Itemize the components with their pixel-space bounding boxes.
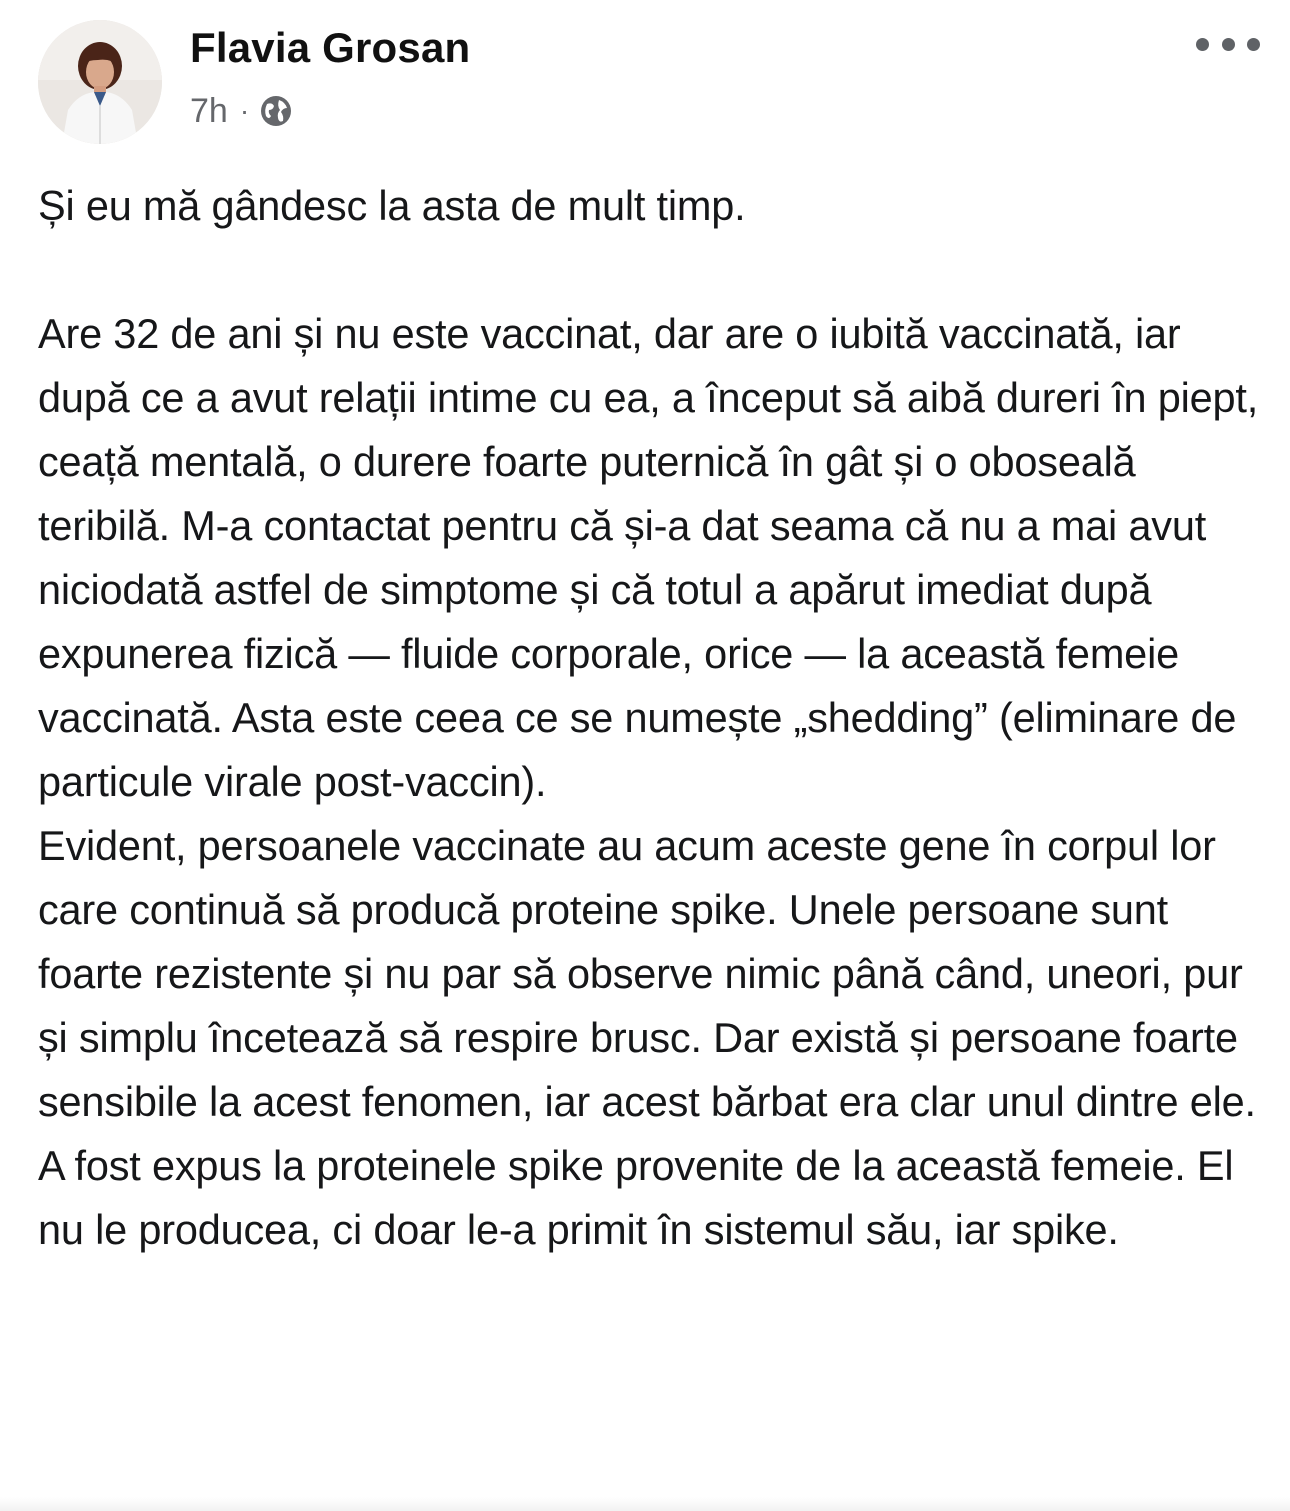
- more-dot: [1196, 38, 1209, 51]
- globe-icon[interactable]: [259, 94, 293, 128]
- more-dot: [1247, 38, 1260, 51]
- author-name[interactable]: Flavia Grosan: [190, 24, 471, 71]
- more-dot: [1222, 38, 1235, 51]
- post-timestamp[interactable]: 7h: [190, 91, 228, 130]
- post-bottom-edge: [0, 1497, 1290, 1511]
- post-text: [38, 174, 1262, 1262]
- post-meta: [190, 88, 293, 134]
- more-options-icon[interactable]: [1196, 26, 1260, 62]
- profile-photo: [38, 20, 162, 144]
- author-avatar[interactable]: [38, 20, 162, 144]
- post-paragraph: Are 32 de ani și nu este vaccinat, dar are o iubită vaccinată, iar după ce a avut relații intime cu ea, a început să aibă dureri în piept, ceață mentală, o durere foarte puternică în gât și o oboseală teribilă. M-a contactat pentru că și-a dat seama că nu a mai avut niciodată astfel de simptome și că totul a apărut imediat după expunerea fizică — fluide corporale, orice — la această femeie vaccinată. Asta este ceea ce se numește „shedding” (eliminare de particule virale post-vaccin).: [38, 310, 1259, 805]
- post-paragraph: Evident, persoanele vaccinate au acum aceste gene în corpul lor care continuă să producă proteine spike. Unele persoane sunt foarte rezistente și nu par să observe nimic până când, uneori, pur și simplu încetează să respire brusc. Dar există și persoane foarte sensibile la acest fenomen, iar acest bărbat era clar unul dintre ele. A fost expus la proteinele spike provenite de la această femeie. El nu le producea, ci doar le-a primit în sistemul său, iar spike.: [38, 822, 1256, 1253]
- meta-separator: ·: [239, 95, 250, 126]
- post-paragraph: Și eu mă gândesc la asta de mult timp.: [38, 182, 746, 229]
